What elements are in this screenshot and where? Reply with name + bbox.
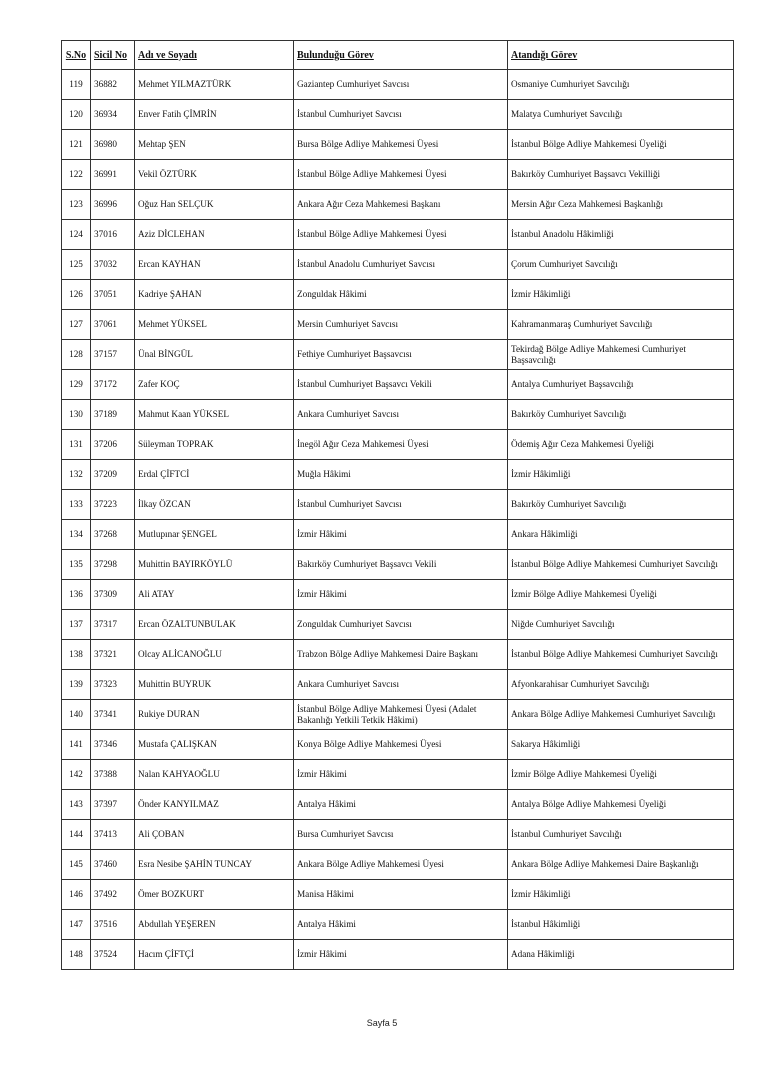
cell-current-post: İzmir Hâkimi <box>294 520 508 550</box>
cell-current-post: İnegöl Ağır Ceza Mahkemesi Üyesi <box>294 430 508 460</box>
cell-current-post: İstanbul Cumhuriyet Savcısı <box>294 490 508 520</box>
cell-assigned-post: Ankara Hâkimliği <box>508 520 734 550</box>
cell-assigned-post: Ankara Bölge Adliye Mahkemesi Daire Başkanlığı <box>508 850 734 880</box>
cell-assigned-post: Bakırköy Cumhuriyet Başsavcı Vekilliği <box>508 160 734 190</box>
table-row <box>62 520 734 550</box>
cell-current-post: Ankara Cumhuriyet Savcısı <box>294 400 508 430</box>
cell-name: Mahmut Kaan YÜKSEL <box>135 400 294 430</box>
cell-current-post: Fethiye Cumhuriyet Başsavcısı <box>294 340 508 370</box>
cell-current-post: Gaziantep Cumhuriyet Savcısı <box>294 70 508 100</box>
cell-assigned-post: İzmir Bölge Adliye Mahkemesi Üyeliği <box>508 580 734 610</box>
cell-assigned-post: Antalya Bölge Adliye Mahkemesi Üyeliği <box>508 790 734 820</box>
cell-sicil: 37492 <box>91 880 135 910</box>
cell-assigned-post: Tekirdağ Bölge Adliye Mahkemesi Cumhuriyet Başsavcılığı <box>508 340 734 370</box>
cell-current-post: Bursa Bölge Adliye Mahkemesi Üyesi <box>294 130 508 160</box>
cell-current-post: İstanbul Bölge Adliye Mahkemesi Üyesi <box>294 160 508 190</box>
header-assigned-post: Atandığı Görev <box>508 41 734 70</box>
header-sicil: Sicil No <box>91 41 135 70</box>
table-row <box>62 430 734 460</box>
cell-name: Muhittin BUYRUK <box>135 670 294 700</box>
cell-sicil: 36934 <box>91 100 135 130</box>
cell-name: Rukiye DURAN <box>135 700 294 730</box>
table-row <box>62 130 734 160</box>
cell-sicil: 37189 <box>91 400 135 430</box>
cell-name: Oğuz Han SELÇUK <box>135 190 294 220</box>
assignment-table <box>61 40 734 970</box>
cell-sno: 125 <box>62 250 91 280</box>
cell-sno: 121 <box>62 130 91 160</box>
cell-sno: 146 <box>62 880 91 910</box>
cell-assigned-post: Ankara Bölge Adliye Mahkemesi Cumhuriyet Savcılığı <box>508 700 734 730</box>
cell-sno: 138 <box>62 640 91 670</box>
cell-sno: 139 <box>62 670 91 700</box>
table-row <box>62 580 734 610</box>
table-row <box>62 250 734 280</box>
cell-sno: 135 <box>62 550 91 580</box>
cell-sicil: 37397 <box>91 790 135 820</box>
cell-name: Muhittin BAYIRKÖYLÜ <box>135 550 294 580</box>
table-row <box>62 550 734 580</box>
cell-name: Ercan ÖZALTUNBULAK <box>135 610 294 640</box>
table-row <box>62 490 734 520</box>
cell-sicil: 37206 <box>91 430 135 460</box>
cell-sicil: 37016 <box>91 220 135 250</box>
cell-sno: 144 <box>62 820 91 850</box>
cell-name: Mehmet YÜKSEL <box>135 310 294 340</box>
table-row <box>62 190 734 220</box>
cell-name: İlkay ÖZCAN <box>135 490 294 520</box>
cell-assigned-post: İstanbul Anadolu Hâkimliği <box>508 220 734 250</box>
cell-name: Ali ÇOBAN <box>135 820 294 850</box>
cell-sno: 128 <box>62 340 91 370</box>
cell-sno: 143 <box>62 790 91 820</box>
cell-assigned-post: Ödemiş Ağır Ceza Mahkemesi Üyeliği <box>508 430 734 460</box>
cell-sicil: 37317 <box>91 610 135 640</box>
cell-sicil: 36980 <box>91 130 135 160</box>
cell-name: Erdal ÇİFTCİ <box>135 460 294 490</box>
cell-sicil: 37323 <box>91 670 135 700</box>
cell-assigned-post: Çorum Cumhuriyet Savcılığı <box>508 250 734 280</box>
cell-sicil: 37346 <box>91 730 135 760</box>
cell-current-post: Bakırköy Cumhuriyet Başsavcı Vekili <box>294 550 508 580</box>
cell-sno: 122 <box>62 160 91 190</box>
cell-name: Aziz DİCLEHAN <box>135 220 294 250</box>
cell-sno: 130 <box>62 400 91 430</box>
cell-sno: 142 <box>62 760 91 790</box>
cell-sicil: 37209 <box>91 460 135 490</box>
cell-name: Hacım ÇİFTÇİ <box>135 940 294 970</box>
cell-name: Süleyman TOPRAK <box>135 430 294 460</box>
table-row <box>62 160 734 190</box>
cell-sicil: 37413 <box>91 820 135 850</box>
table-row <box>62 790 734 820</box>
cell-current-post: İstanbul Cumhuriyet Başsavcı Vekili <box>294 370 508 400</box>
cell-sicil: 36996 <box>91 190 135 220</box>
cell-name: Kadriye ŞAHAN <box>135 280 294 310</box>
table-row <box>62 820 734 850</box>
header-current-post: Bulunduğu Görev <box>294 41 508 70</box>
cell-current-post: İzmir Hâkimi <box>294 580 508 610</box>
cell-name: Mehtap ŞEN <box>135 130 294 160</box>
cell-name: Mehmet YILMAZTÜRK <box>135 70 294 100</box>
cell-assigned-post: İzmir Hâkimliği <box>508 460 734 490</box>
cell-sno: 123 <box>62 190 91 220</box>
cell-sicil: 36882 <box>91 70 135 100</box>
table-row <box>62 640 734 670</box>
cell-sicil: 37460 <box>91 850 135 880</box>
cell-current-post: Trabzon Bölge Adliye Mahkemesi Daire Başkanı <box>294 640 508 670</box>
cell-sicil: 37524 <box>91 940 135 970</box>
cell-assigned-post: Bakırköy Cumhuriyet Savcılığı <box>508 400 734 430</box>
header-name: Adı ve Soyadı <box>135 41 294 70</box>
table-row <box>62 850 734 880</box>
cell-assigned-post: İstanbul Hâkimliği <box>508 910 734 940</box>
cell-sno: 141 <box>62 730 91 760</box>
table-header <box>62 41 734 70</box>
cell-sicil: 37157 <box>91 340 135 370</box>
cell-sicil: 37223 <box>91 490 135 520</box>
table-body <box>62 70 734 970</box>
cell-current-post: İzmir Hâkimi <box>294 760 508 790</box>
header-row <box>62 41 734 70</box>
cell-sicil: 37516 <box>91 910 135 940</box>
cell-current-post: Zonguldak Cumhuriyet Savcısı <box>294 610 508 640</box>
cell-sno: 133 <box>62 490 91 520</box>
table-row <box>62 370 734 400</box>
cell-assigned-post: İzmir Bölge Adliye Mahkemesi Üyeliği <box>508 760 734 790</box>
table-row <box>62 70 734 100</box>
cell-assigned-post: Adana Hâkimliği <box>508 940 734 970</box>
table-row <box>62 700 734 730</box>
cell-sicil: 37388 <box>91 760 135 790</box>
cell-current-post: İstanbul Bölge Adliye Mahkemesi Üyesi <box>294 220 508 250</box>
cell-sno: 132 <box>62 460 91 490</box>
cell-name: Esra Nesibe ŞAHİN TUNCAY <box>135 850 294 880</box>
table-row <box>62 460 734 490</box>
cell-assigned-post: İstanbul Bölge Adliye Mahkemesi Üyeliği <box>508 130 734 160</box>
cell-sicil: 37051 <box>91 280 135 310</box>
cell-name: Ercan KAYHAN <box>135 250 294 280</box>
cell-sicil: 37309 <box>91 580 135 610</box>
cell-current-post: İstanbul Bölge Adliye Mahkemesi Üyesi (Adalet Bakanlığı Yetkili Tetkik Hâkimi) <box>294 700 508 730</box>
cell-name: Abdullah YEŞEREN <box>135 910 294 940</box>
cell-assigned-post: İstanbul Bölge Adliye Mahkemesi Cumhuriyet Savcılığı <box>508 550 734 580</box>
cell-sicil: 37321 <box>91 640 135 670</box>
cell-current-post: Konya Bölge Adliye Mahkemesi Üyesi <box>294 730 508 760</box>
cell-current-post: Zonguldak Hâkimi <box>294 280 508 310</box>
cell-assigned-post: Malatya Cumhuriyet Savcılığı <box>508 100 734 130</box>
cell-sicil: 37172 <box>91 370 135 400</box>
cell-sno: 127 <box>62 310 91 340</box>
table-row <box>62 730 734 760</box>
cell-current-post: Bursa Cumhuriyet Savcısı <box>294 820 508 850</box>
cell-current-post: Ankara Bölge Adliye Mahkemesi Üyesi <box>294 850 508 880</box>
cell-sno: 145 <box>62 850 91 880</box>
table-row <box>62 400 734 430</box>
cell-name: Önder KANYILMAZ <box>135 790 294 820</box>
cell-assigned-post: Bakırköy Cumhuriyet Savcılığı <box>508 490 734 520</box>
cell-name: Mutlupınar ŞENGEL <box>135 520 294 550</box>
cell-sicil: 37298 <box>91 550 135 580</box>
cell-sno: 148 <box>62 940 91 970</box>
cell-sno: 120 <box>62 100 91 130</box>
table-row <box>62 310 734 340</box>
table-row <box>62 100 734 130</box>
cell-assigned-post: Niğde Cumhuriyet Savcılığı <box>508 610 734 640</box>
cell-sno: 137 <box>62 610 91 640</box>
cell-current-post: Mersin Cumhuriyet Savcısı <box>294 310 508 340</box>
table-row <box>62 910 734 940</box>
cell-sno: 136 <box>62 580 91 610</box>
table-row <box>62 670 734 700</box>
cell-current-post: Muğla Hâkimi <box>294 460 508 490</box>
cell-sno: 134 <box>62 520 91 550</box>
cell-name: Ünal BİNGÜL <box>135 340 294 370</box>
cell-sno: 119 <box>62 70 91 100</box>
cell-sno: 124 <box>62 220 91 250</box>
cell-assigned-post: İstanbul Cumhuriyet Savcılığı <box>508 820 734 850</box>
cell-assigned-post: Sakarya Hâkimliği <box>508 730 734 760</box>
cell-assigned-post: Mersin Ağır Ceza Mahkemesi Başkanlığı <box>508 190 734 220</box>
cell-current-post: İzmir Hâkimi <box>294 940 508 970</box>
cell-name: Mustafa ÇALIŞKAN <box>135 730 294 760</box>
cell-sicil: 36991 <box>91 160 135 190</box>
cell-sicil: 37341 <box>91 700 135 730</box>
cell-sno: 147 <box>62 910 91 940</box>
cell-sno: 131 <box>62 430 91 460</box>
page-number: Sayfa 5 <box>366 1018 398 1028</box>
cell-current-post: Manisa Hâkimi <box>294 880 508 910</box>
cell-assigned-post: İzmir Hâkimliği <box>508 880 734 910</box>
cell-current-post: Ankara Ağır Ceza Mahkemesi Başkanı <box>294 190 508 220</box>
cell-sno: 140 <box>62 700 91 730</box>
cell-assigned-post: İstanbul Bölge Adliye Mahkemesi Cumhuriyet Savcılığı <box>508 640 734 670</box>
table-row <box>62 880 734 910</box>
cell-current-post: Ankara Cumhuriyet Savcısı <box>294 670 508 700</box>
cell-name: Olcay ALİCANOĞLU <box>135 640 294 670</box>
cell-sno: 129 <box>62 370 91 400</box>
cell-name: Ömer BOZKURT <box>135 880 294 910</box>
cell-sicil: 37268 <box>91 520 135 550</box>
table-row <box>62 220 734 250</box>
cell-sno: 126 <box>62 280 91 310</box>
cell-current-post: İstanbul Cumhuriyet Savcısı <box>294 100 508 130</box>
table-row <box>62 340 734 370</box>
cell-assigned-post: Osmaniye Cumhuriyet Savcılığı <box>508 70 734 100</box>
cell-name: Zafer KOÇ <box>135 370 294 400</box>
cell-assigned-post: Kahramanmaraş Cumhuriyet Savcılığı <box>508 310 734 340</box>
cell-current-post: İstanbul Anadolu Cumhuriyet Savcısı <box>294 250 508 280</box>
table-row <box>62 940 734 970</box>
cell-name: Ali ATAY <box>135 580 294 610</box>
cell-current-post: Antalya Hâkimi <box>294 910 508 940</box>
header-sno: S.No <box>62 41 91 70</box>
cell-sicil: 37061 <box>91 310 135 340</box>
cell-assigned-post: Antalya Cumhuriyet Başsavcılığı <box>508 370 734 400</box>
cell-current-post: Antalya Hâkimi <box>294 790 508 820</box>
cell-name: Nalan KAHYAOĞLU <box>135 760 294 790</box>
table-row <box>62 760 734 790</box>
cell-assigned-post: Afyonkarahisar Cumhuriyet Savcılığı <box>508 670 734 700</box>
cell-sicil: 37032 <box>91 250 135 280</box>
cell-assigned-post: İzmir Hâkimliği <box>508 280 734 310</box>
cell-name: Enver Fatih ÇİMRİN <box>135 100 294 130</box>
table-row <box>62 610 734 640</box>
table-row <box>62 280 734 310</box>
cell-name: Vekil ÖZTÜRK <box>135 160 294 190</box>
